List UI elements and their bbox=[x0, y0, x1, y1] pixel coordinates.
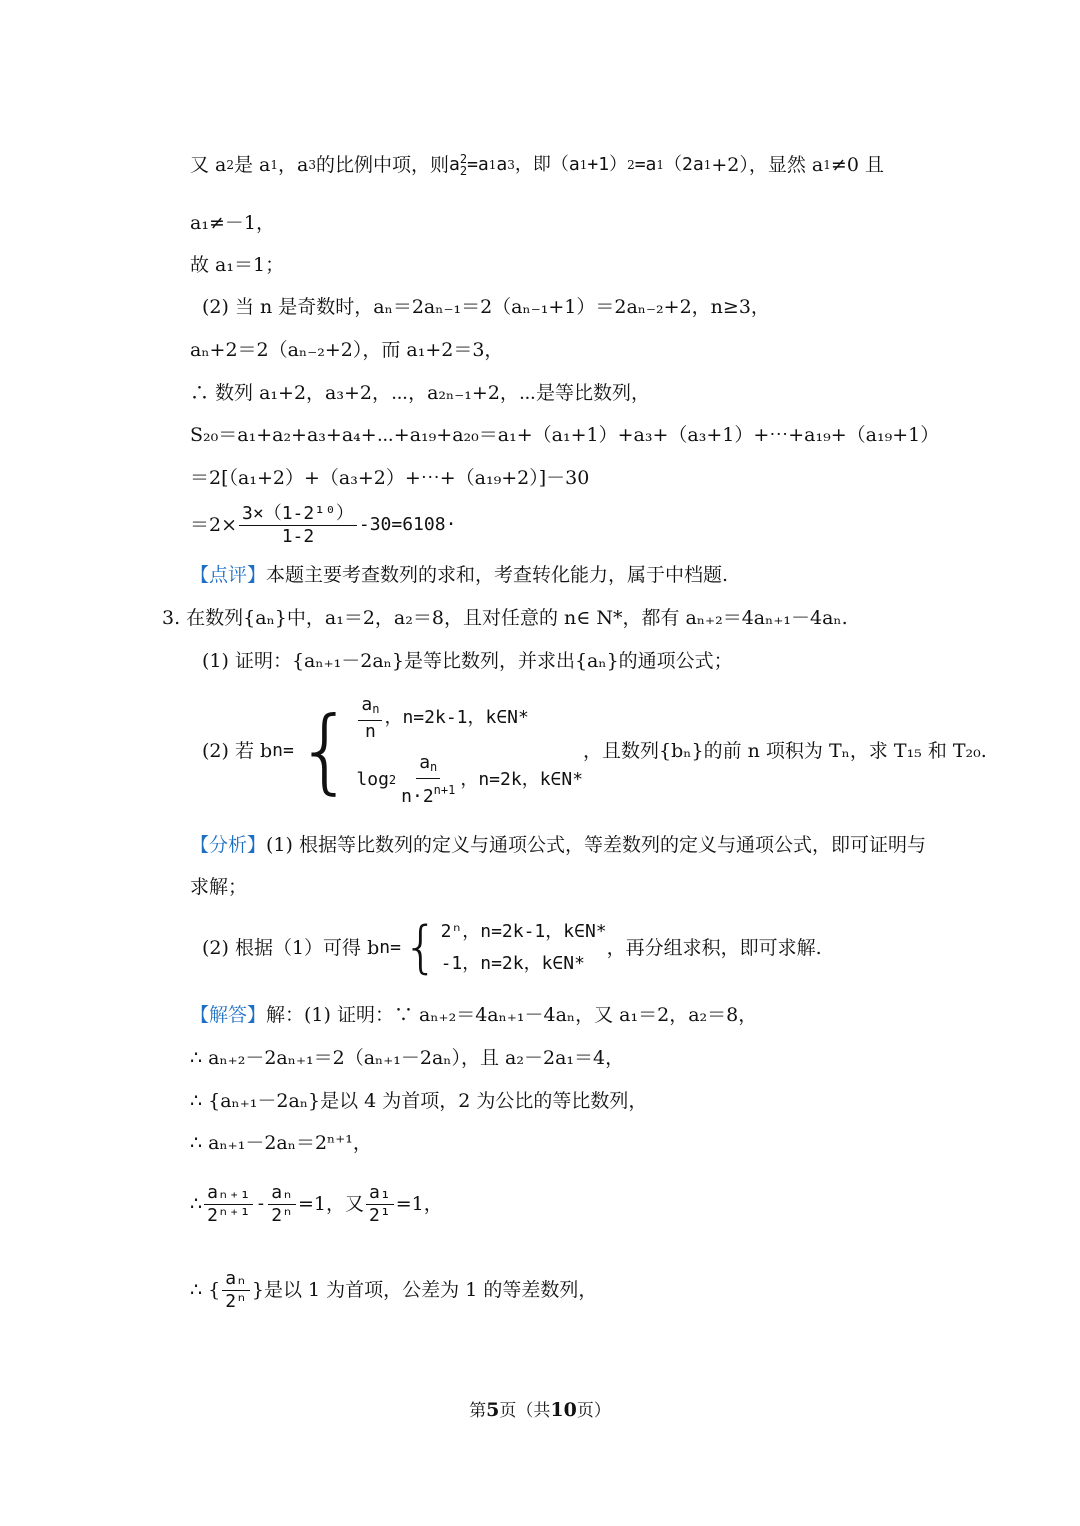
line-solution-4: ∴ aₙ₊₁－2aₙ＝2ⁿ⁺¹， bbox=[190, 1132, 372, 1154]
text: +2），显然 a bbox=[711, 154, 824, 176]
line-s20-grouped: ＝2[（a₁+2）+（a₃+2）+⋯+（a₁₉+2）]－30 bbox=[190, 467, 590, 489]
text: =1，又 bbox=[297, 1193, 364, 1215]
footer-text: 页（共 bbox=[499, 1401, 551, 1421]
formula-text: +1） bbox=[587, 154, 628, 175]
line-analysis bbox=[190, 832, 926, 858]
line-s20-result bbox=[190, 498, 456, 552]
line-part2-odd: (2) 当 n 是奇数时，aₙ＝2aₙ₋₁＝2（aₙ₋₁+1）＝2aₙ₋₂+2，n≥3， bbox=[202, 296, 770, 318]
text: 解：(1) 证明：∵ aₙ₊₂＝4aₙ₊₁－4aₙ，又 a₁＝2，a₂＝8， bbox=[266, 1004, 758, 1026]
formula-text: a bbox=[449, 154, 460, 175]
line-a1-result: 故 a₁＝1； bbox=[190, 254, 285, 276]
fraction-denominator: 1-2 bbox=[281, 525, 315, 547]
fraction-denominator: 2¹ bbox=[369, 1204, 391, 1226]
comment-tag: 【点评】 bbox=[190, 564, 267, 586]
text: 又 a bbox=[190, 154, 227, 176]
problem-3-part1: (1) 证明：{aₙ₊₁－2aₙ}是等比数列，并求出{aₙ}的通项公式； bbox=[202, 650, 733, 672]
footer-text: 第 bbox=[469, 1401, 487, 1421]
fraction-numerator: 3×（1-2¹⁰） bbox=[239, 503, 357, 526]
text: (1) 根据等比数列的定义与通项公式，等差数列的定义与通项公式，即可证明与 bbox=[266, 834, 926, 856]
text: ≠0 且 bbox=[830, 154, 884, 176]
text: 是 a bbox=[234, 154, 271, 176]
case-1: 2ⁿ，n=2k-1，k∈N* bbox=[440, 921, 607, 942]
text: =1， bbox=[395, 1193, 443, 1215]
formula-text: （2a bbox=[664, 154, 704, 175]
text: (2) 根据（1）可得 b bbox=[202, 937, 380, 959]
case-2: n=2k，k∈N* bbox=[478, 769, 584, 791]
formula-text: ，即（a bbox=[514, 154, 580, 175]
total-pages: 10 bbox=[550, 1399, 577, 1421]
piecewise-cases: $\frac{a_n}{n}$ ， n=2k-1，k∈N* log 2 $\frac{a_n}{n\cdot 2^{n+1}}$ ， n=2k，k∈N* bbox=[356, 693, 584, 808]
footer-text: 页） bbox=[576, 1401, 611, 1421]
fraction-denominator: 2ⁿ bbox=[225, 1290, 247, 1312]
page-number: 5 bbox=[486, 1399, 500, 1421]
text: 本题主要考查数列的求和，考查转化能力，属于中档题. bbox=[266, 564, 729, 586]
line-solution-5: ∴ $\frac{\text{aₙ₊₁}}{\text{2ⁿ⁺¹}}$ - $\frac{\text{aₙ}}{\text{2ⁿ}}$ =1，又 $\frac{\text{a₁}}{\text{2¹}}$ =1， bbox=[190, 1181, 443, 1226]
formula-text: -30=6108· bbox=[358, 514, 457, 535]
solution-tag: 【解答】 bbox=[190, 1004, 267, 1026]
fraction-denominator: 2ⁿ bbox=[271, 1204, 293, 1226]
analysis-tag: 【分析】 bbox=[190, 834, 267, 856]
left-brace: { bbox=[295, 697, 355, 804]
text: ，再分组求积，即可求解. bbox=[606, 937, 822, 959]
line-a1-neq: a₁≠－1， bbox=[190, 212, 275, 234]
case-1: n=2k-1，k∈N* bbox=[402, 707, 529, 729]
text: ，且数列{bₙ}的前 n 项积为 Tₙ，求 T₁₅ 和 T₂₀. bbox=[583, 740, 987, 762]
line-solution bbox=[190, 1002, 757, 1028]
fraction-numerator: a₁ bbox=[366, 1182, 394, 1205]
line-analysis-part2: (2) 根据（1）可得 b n = { 2ⁿ，n=2k-1，k∈N* -1，n=2k，k∈N* ，再分组求积，即可求解. bbox=[202, 915, 822, 980]
fraction-numerator: aₙ bbox=[268, 1182, 296, 1205]
text: 的比例中项，则 bbox=[316, 154, 450, 176]
formula-text: =a bbox=[634, 154, 657, 175]
formula-text: =a bbox=[467, 154, 489, 175]
line-solution-3: ∴ {aₙ₊₁－2aₙ}是以 4 为首项，2 为公比的等比数列， bbox=[190, 1090, 648, 1112]
line-comment bbox=[190, 562, 728, 588]
piecewise-cases bbox=[441, 916, 607, 980]
left-brace: { bbox=[402, 915, 439, 980]
line-recurrence: aₙ+2＝2（aₙ₋₂+2），而 a₁+2＝3， bbox=[190, 339, 504, 361]
text: ＝2× bbox=[190, 514, 238, 536]
fraction-numerator: aₙ₊₁ bbox=[204, 1182, 253, 1205]
line-solution-6 bbox=[190, 1262, 597, 1318]
problem-3-part2: (2) 若 b n = { $\frac{a_n}{n}$ ， n=2k-1，k∈N* log 2 $\frac{a_n}{n\cdot 2^{n+1}}$ ， n=2k，k∈N* ，且数列{bₙ}的前 n 项积为 Tₙ，求 T₁₅ 和 T₂₀. bbox=[202, 686, 987, 816]
text: }是以 1 为首项，公差为 1 的等差数列， bbox=[251, 1279, 598, 1301]
fraction-denominator: 2ⁿ⁺¹ bbox=[207, 1204, 251, 1226]
line-analysis-cont: 求解； bbox=[190, 876, 248, 898]
line-ratio-condition: 又 a 2 是 a 1 ，a 3 的比例中项，则 a 2 2 =a 1 a 3 ，即（a 1 +1） 2 =a 1 （2a 1 +2），显然 a 1 ≠0 且 bbox=[190, 152, 884, 178]
line-solution-2: ∴ aₙ₊₂－2aₙ₊₁＝2（aₙ₊₁－2aₙ），且 a₂－2a₁＝4， bbox=[190, 1047, 625, 1069]
fraction bbox=[239, 503, 357, 548]
page-footer bbox=[0, 1396, 1080, 1421]
formula-text: a bbox=[496, 154, 508, 175]
text: ，a bbox=[278, 154, 309, 176]
fraction-numerator: aₙ bbox=[222, 1268, 250, 1291]
text: ∴ { bbox=[190, 1279, 221, 1301]
case-2: -1，n=2k，k∈N* bbox=[440, 953, 585, 974]
line-s20-sum: S₂₀＝a₁+a₂+a₃+a₄+⋯+a₁₉+a₂₀＝a₁+（a₁+1）+a₃+（a₃+1）+⋯+a₁₉+（a₁₉+1） bbox=[190, 424, 940, 446]
line-geometric: ∴ 数列 a₁+2，a₃+2，⋯，a₂ₙ₋₁+2，⋯是等比数列， bbox=[190, 382, 651, 404]
problem-3-statement: 3. 在数列{aₙ}中，a₁＝2，a₂＝8，且对任意的 n∈ N*，都有 aₙ₊₂＝4aₙ₊₁－4aₙ. bbox=[162, 607, 848, 629]
text: (2) 若 b bbox=[202, 740, 273, 762]
text: ∴ bbox=[190, 1193, 203, 1215]
